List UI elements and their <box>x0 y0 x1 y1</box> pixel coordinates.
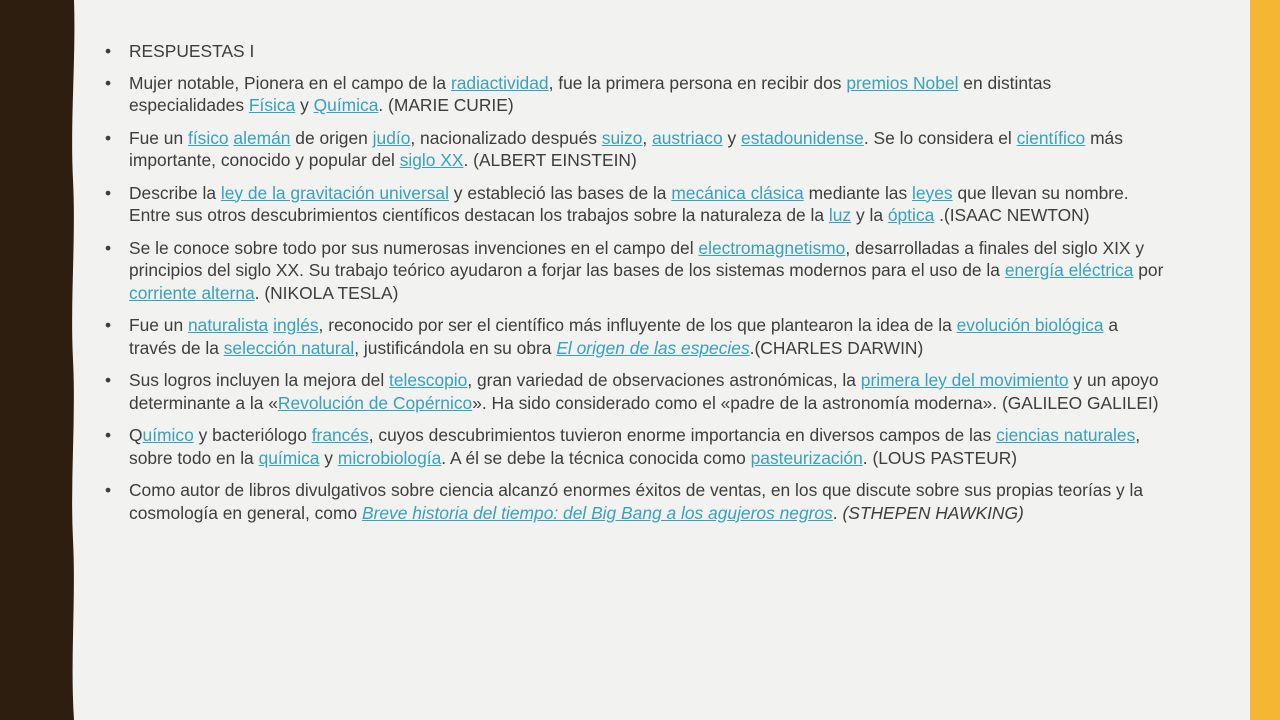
hyperlink[interactable]: Física <box>248 95 296 115</box>
answer-text: Q <box>129 425 143 445</box>
answer-text: y <box>295 95 314 115</box>
answer-text: . (NIKOLA TESLA) <box>254 282 399 303</box>
hyperlink[interactable]: Breve historia del tiempo: del Big Bang a los agujeros negros <box>361 502 833 523</box>
answer-item <box>105 72 1165 117</box>
answer-text: , reconocido por ser el científico más influyente de los que plantearon la idea de la <box>318 315 957 335</box>
left-decorative-border <box>0 0 110 720</box>
answer-text: y un apoyo determinante a la « <box>129 370 1159 413</box>
answer-text: . (LOUS PASTEUR) <box>862 447 1018 468</box>
answer-text: , gran variedad de observaciones astronómicas, la <box>467 370 861 390</box>
answer-text: Se le conoce sobre todo por sus numerosas invenciones en el campo del <box>129 237 699 258</box>
answer-text: por <box>1133 260 1164 280</box>
answer-text: de origen <box>290 127 373 148</box>
answer-text: Fue un <box>129 127 188 148</box>
answer-text: . (ALBERT EINSTEIN) <box>463 150 637 170</box>
hyperlink[interactable]: evolución biológica <box>956 315 1104 335</box>
wavy-border-shape <box>0 0 74 720</box>
answer-text: y estableció las bases de la <box>448 182 672 203</box>
answer-item <box>105 127 1165 172</box>
hyperlink[interactable]: primera ley del movimiento <box>860 370 1069 390</box>
answer-text: y <box>722 127 742 148</box>
answer-text: , fue la primera persona en recibir dos <box>548 72 847 93</box>
answer-text: y <box>319 447 338 468</box>
hyperlink[interactable]: uímico <box>142 425 194 445</box>
answer-text: Como autor de libros divulgativos sobre ciencia alcanzó enormes éxitos de ventas, en los que discute sobre sus propias teorías y la cosmología en general, como <box>129 480 1144 523</box>
hyperlink[interactable]: selección natural <box>223 337 355 358</box>
answer-text: Sus logros incluyen la mejora del <box>129 370 390 390</box>
answer-item <box>105 314 1165 359</box>
answer-text: . <box>832 502 843 523</box>
hyperlink[interactable]: suizo <box>601 127 643 148</box>
hyperlink[interactable]: telescopio <box>389 370 468 390</box>
answer-item <box>105 237 1165 305</box>
hyperlink[interactable]: corriente alterna <box>129 282 255 303</box>
hyperlink[interactable]: radiactividad <box>450 72 549 93</box>
hyperlink[interactable]: francés <box>311 425 369 445</box>
answer-text: , sobre todo en la <box>129 425 1141 468</box>
hyperlink[interactable]: electromagnetismo <box>698 237 846 258</box>
answer-item <box>105 182 1165 227</box>
right-accent-bar <box>1250 0 1280 720</box>
answer-text: , <box>642 127 653 148</box>
list-title-item <box>105 40 1165 63</box>
answer-text: más importante, conocido y popular del <box>129 127 1123 170</box>
hyperlink[interactable]: ley de la gravitación universal <box>220 182 449 203</box>
hyperlink[interactable]: austriaco <box>652 127 723 148</box>
hyperlink[interactable]: Química <box>313 95 379 115</box>
answer-text: Fue un <box>129 315 188 335</box>
answer-text: , desarrolladas a finales del siglo XIX y principios del siglo XX. Su trabajo teórico ayudaron a forjar las bases de los sistemas modernos para el uso de la <box>129 237 1145 280</box>
slide-content <box>105 40 1165 534</box>
hyperlink[interactable]: naturalista <box>187 315 269 335</box>
hyperlink[interactable]: luz <box>828 205 852 225</box>
answer-text: . A él se debe la técnica conocida como <box>441 447 751 468</box>
answer-text: , cuyos descubrimientos tuvieron enorme importancia en diversos campos de las <box>368 425 997 445</box>
answer-text: Mujer notable, Pionera en el campo de la <box>129 72 451 93</box>
hyperlink[interactable]: microbiología <box>337 447 442 468</box>
slide-title: RESPUESTAS I <box>129 41 255 61</box>
answer-text: ». Ha sido considerado como el «padre de la astronomía moderna». (GALILEO GALILEI) <box>472 392 1159 413</box>
hyperlink[interactable]: premios Nobel <box>846 72 959 93</box>
hyperlink[interactable]: El origen de las especies <box>556 337 750 358</box>
hyperlink[interactable]: óptica <box>887 205 935 225</box>
answer-text: , nacionalizado después <box>410 127 602 148</box>
hyperlink[interactable]: ciencias naturales <box>996 425 1136 445</box>
hyperlink[interactable]: judío <box>372 127 411 148</box>
answer-text: (STHEPEN HAWKING) <box>842 502 1024 523</box>
hyperlink[interactable]: leyes <box>912 182 953 203</box>
answer-text: .(CHARLES DARWIN) <box>749 337 924 358</box>
answer-text: a través de la <box>129 315 1119 358</box>
answer-text: . Se lo considera el <box>863 127 1017 148</box>
hyperlink[interactable]: Revolución de Copérnico <box>277 392 473 413</box>
answer-text: y la <box>851 205 888 225</box>
hyperlink[interactable]: inglés <box>273 315 319 335</box>
answer-text: en distintas especialidades <box>129 72 1052 115</box>
hyperlink[interactable]: alemán <box>233 127 291 148</box>
answer-item <box>105 369 1165 414</box>
hyperlink[interactable]: mecánica clásica <box>671 182 804 203</box>
answer-text: que llevan su nombre. Entre sus otros descubrimientos científicos destacan los trabajos sobre la naturaleza de la <box>129 182 1129 225</box>
answer-list <box>105 40 1165 524</box>
hyperlink[interactable]: estadounidense <box>741 127 864 148</box>
hyperlink[interactable]: energía eléctrica <box>1004 260 1134 280</box>
answer-text: . (MARIE CURIE) <box>378 95 514 115</box>
answer-item <box>105 479 1165 524</box>
hyperlink[interactable]: científico <box>1016 127 1086 148</box>
hyperlink[interactable]: siglo XX <box>399 150 464 170</box>
answer-text: Describe la <box>129 182 221 203</box>
hyperlink[interactable]: química <box>258 447 320 468</box>
hyperlink[interactable]: físico <box>187 127 229 148</box>
answer-text: .(ISAAC NEWTON) <box>934 205 1090 225</box>
answer-text: y bacteriólogo <box>193 425 312 445</box>
hyperlink[interactable]: pasteurización <box>750 447 863 468</box>
answer-text: mediante las <box>803 182 913 203</box>
answer-text: , justificándola en su obra <box>354 337 557 358</box>
answer-item <box>105 424 1165 469</box>
